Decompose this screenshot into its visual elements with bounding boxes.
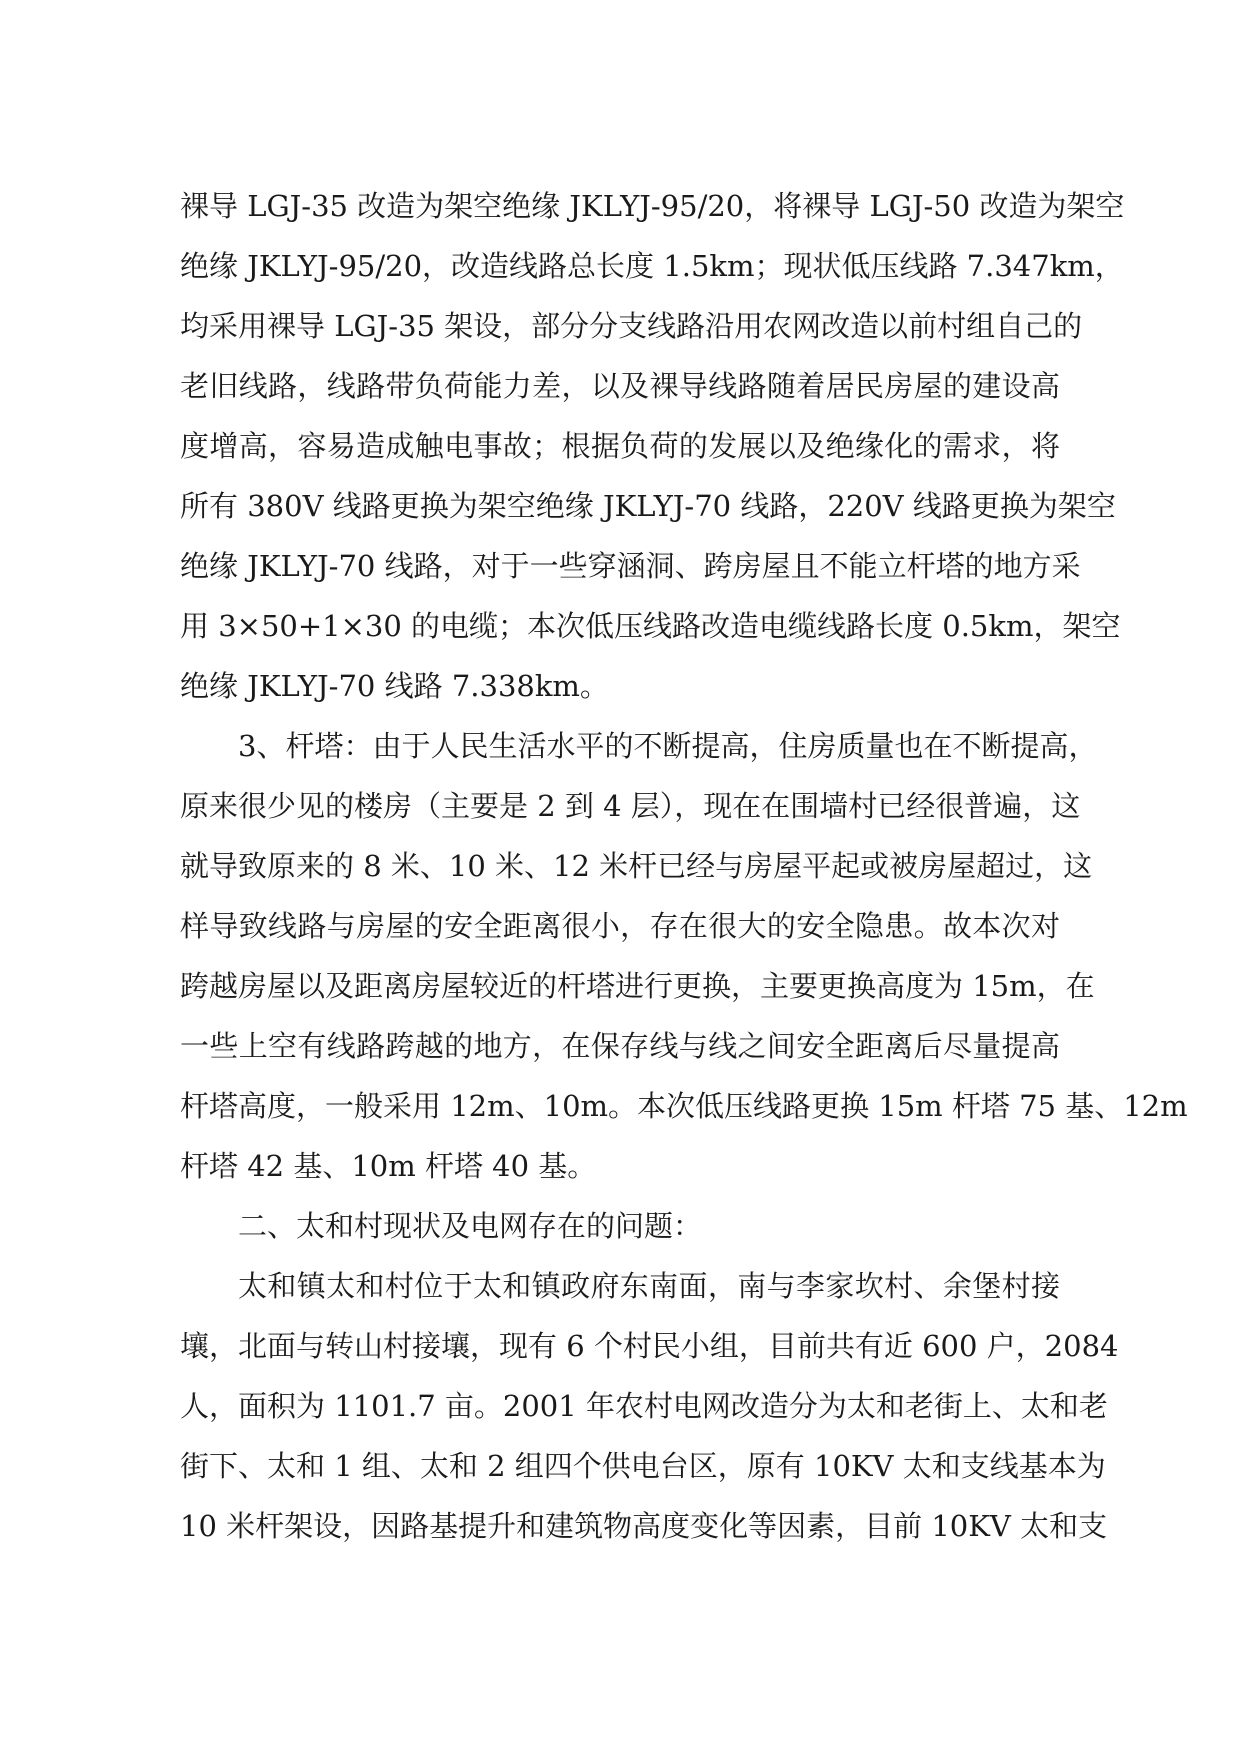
text-line: 所有 380V 线路更换为架空绝缘 JKLYJ-70 线路，220V 线路更换为架空 xyxy=(180,489,1116,523)
text-line: 用 3×50+1×30 的电缆；本次低压线路改造电缆线路长度 0.5km，架空 xyxy=(180,609,1121,643)
section-heading: 二、太和村现状及电网存在的问题： xyxy=(238,1209,703,1243)
section-heading-towers: 3、杆塔：由于人民生活水平的不断提高，住房质量也在不断提高， xyxy=(238,729,1098,763)
text-line: 人，面积为 1101.7 亩。2001 年农村电网改造分为太和老街上、太和老 xyxy=(180,1389,1108,1423)
document-body xyxy=(180,176,1188,1556)
text-line: 壤，北面与转山村接壤，现有 6 个村民小组，目前共有近 600 户，2084 xyxy=(180,1329,1119,1363)
text-line: 10 米杆架设，因路基提升和建筑物高度变化等因素，目前 10KV 太和支 xyxy=(180,1509,1108,1543)
text-line: 跨越房屋以及距离房屋较近的杆塔进行更换，主要更换高度为 15m，在 xyxy=(180,969,1095,1003)
text-line: 绝缘 JKLYJ-70 线路，对于一些穿涵洞、跨房屋且不能立杆塔的地方采 xyxy=(180,549,1081,583)
text-line: 度增高，容易造成触电事故；根据负荷的发展以及绝缘化的需求，将 xyxy=(180,429,1060,463)
text-line: 老旧线路，线路带负荷能力差，以及裸导线路随着居民房屋的建设高 xyxy=(180,369,1060,403)
text-line: 绝缘 JKLYJ-70 线路 7.338km。 xyxy=(180,669,609,703)
text-line: 裸导 LGJ-35 改造为架空绝缘 JKLYJ-95/20，将裸导 LGJ-50 改造为架空 xyxy=(180,189,1125,223)
text-line: 一些上空有线路跨越的地方，在保存线与线之间安全距离后尽量提高 xyxy=(180,1029,1060,1063)
text-line: 绝缘 JKLYJ-95/20，改造线路总长度 1.5km；现状低压线路 7.347km， xyxy=(180,249,1124,283)
text-line: 街下、太和 1 组、太和 2 组四个供电台区，原有 10KV 太和支线基本为 xyxy=(180,1449,1106,1483)
text-line: 原来很少见的楼房（主要是 2 到 4 层），现在在围墙村已经很普遍，这 xyxy=(180,789,1081,823)
text-line: 杆塔 42 基、10m 杆塔 40 基。 xyxy=(180,1149,597,1183)
text-line: 均采用裸导 LGJ-35 架设，部分分支线路沿用农网改造以前村组自己的 xyxy=(180,309,1083,343)
text-line: 就导致原来的 8 米、10 米、12 米杆已经与房屋平起或被房屋超过，这 xyxy=(180,849,1093,883)
text-line: 太和镇太和村位于太和镇政府东南面，南与李家坎村、余堡村接 xyxy=(238,1269,1060,1303)
text-line: 样导致线路与房屋的安全距离很小，存在很大的安全隐患。故本次对 xyxy=(180,909,1060,943)
text-line: 杆塔高度，一般采用 12m、10m。本次低压线路更换 15m 杆塔 75 基、12m xyxy=(180,1089,1188,1123)
